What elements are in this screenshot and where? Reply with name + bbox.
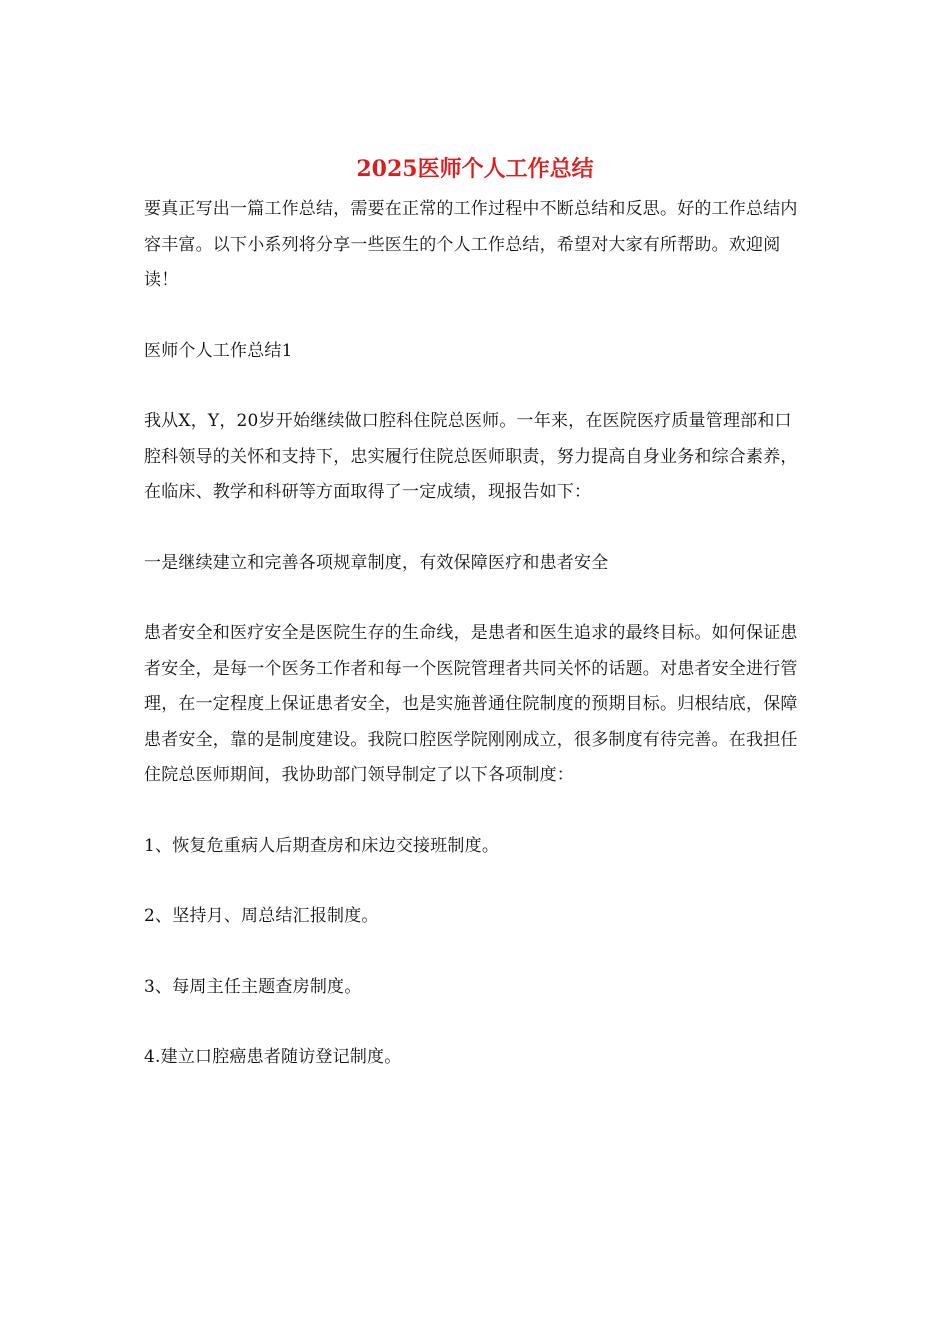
list-item: 2、坚持月、周总结汇报制度。 (144, 906, 379, 926)
subsection-heading: 一是继续建立和完善各项规章制度，有效保障医疗和患者安全 (144, 552, 609, 573)
list-item: 4.建立口腔癌患者随访登记制度。 (144, 1047, 402, 1067)
body-paragraph: 患者安全和医疗安全是医院生存的生命线，是患者和医生追求的最终目标。如何保证患者安全，是每一个医务工作者和每一个医院管理者共同关怀的话题。对患者安全进行管理，在一定程度上保证患者安全，也是实施普通住院制度的预期目标。归根结底，保障患者安全，靠的是制度建设。我院口腔医学院刚刚成立，很多制度有待完善。在我担任住院总医师期间，我协助部门领导制定了以下各项制度： (144, 623, 798, 785)
section-heading: 医师个人工作总结1 (144, 340, 293, 361)
document-body (144, 192, 806, 1076)
intro-paragraph: 要真正写出一篇工作总结，需要在正常的工作过程中不断总结和反思。好的工作总结内容丰富。以下小系列将分享一些医生的个人工作总结，希望对大家有所帮助。欢迎阅读！ (144, 199, 798, 290)
list-item: 3、每周主任主题查房制度。 (144, 976, 362, 997)
list-item: 1、恢复危重病人后期查房和床边交接班制度。 (144, 835, 500, 856)
document-title: 2025医师个人工作总结 (356, 156, 594, 182)
body-paragraph: 我从X，Y，20岁开始继续做口腔科住院总医师。一年来，在医院医疗质量管理部和口腔科领导的关怀和支持下，忠实履行住院总医师职责，努力提高自身业务和综合素养，在临床、教学和科研等方面取得了一定成绩，现报告如下： (144, 411, 798, 502)
